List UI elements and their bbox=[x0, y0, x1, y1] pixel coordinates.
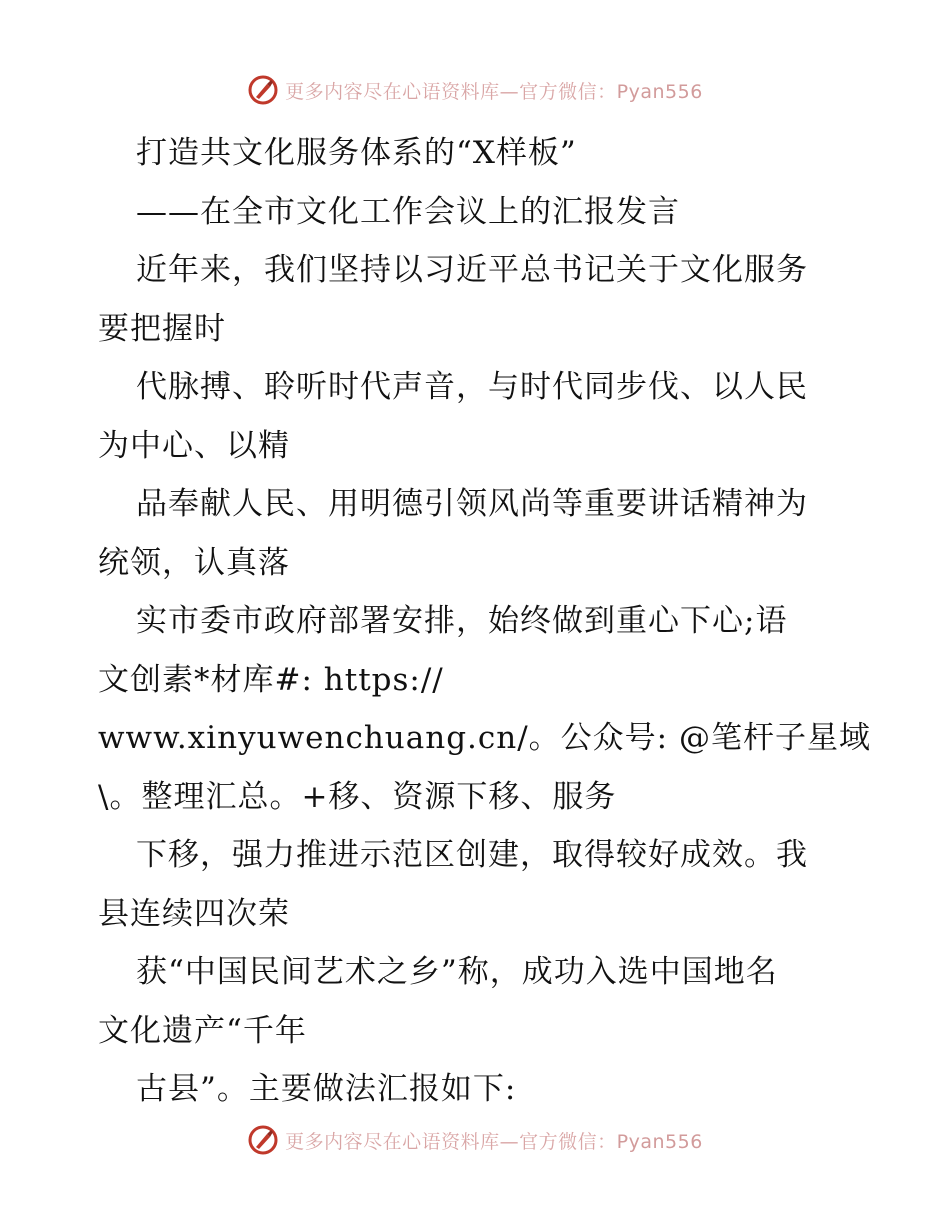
text-line: 统领，认真落 bbox=[98, 544, 290, 581]
pen-logo-icon bbox=[247, 1124, 279, 1156]
text-line: 近年来，我们坚持以习近平总书记关于文化服务 bbox=[136, 252, 808, 288]
text-line: 要把握时 bbox=[98, 310, 226, 347]
text-line: 代脉搏、聆听时代声音，与时代同步伐、以人民 bbox=[136, 369, 808, 405]
watermark-text bbox=[285, 1127, 703, 1154]
text-line: 品奉献人民、用明德引领风尚等重要讲话精神为 bbox=[136, 486, 808, 522]
text-line: 古县”。主要做法汇报如下: bbox=[136, 1071, 517, 1107]
text-line: 文化遗产“千年 bbox=[98, 1012, 307, 1049]
header-watermark bbox=[0, 70, 950, 110]
text-line: 文创素*材库#: https:// bbox=[98, 661, 444, 698]
watermark-wechat-id: Pyan556 bbox=[616, 80, 703, 103]
pen-logo-icon bbox=[247, 74, 279, 106]
watermark-group bbox=[247, 1124, 703, 1156]
watermark-main-text: 更多内容尽在心语资料库—官方微信： bbox=[285, 80, 617, 103]
text-line: 打造共文化服务体系的“X样板” bbox=[136, 135, 577, 171]
text-line: 实市委市政府部署安排，始终做到重心下心;语 bbox=[136, 603, 788, 639]
text-line: 县连续四次荣 bbox=[98, 895, 290, 932]
watermark-wechat-id: Pyan556 bbox=[616, 1130, 703, 1153]
text-line: \。整理汇总。+移、资源下移、服务 bbox=[98, 778, 617, 815]
document-body bbox=[98, 124, 878, 1119]
text-line: 为中心、以精 bbox=[98, 427, 290, 464]
text-line: 下移，强力推进示范区创建，取得较好成效。我 bbox=[136, 837, 808, 873]
text-line: 获“中国民间艺术之乡”称，成功入选中国地名 bbox=[136, 954, 778, 990]
footer-watermark bbox=[0, 1120, 950, 1160]
watermark-main-text: 更多内容尽在心语资料库—官方微信： bbox=[285, 1130, 617, 1153]
text-line: www.xinyuwenchuang.cn/。公众号: @笔杆子星域 bbox=[98, 720, 871, 756]
watermark-text bbox=[285, 77, 703, 104]
text-line: ——在全市文化工作会议上的汇报发言 bbox=[136, 193, 680, 230]
watermark-group bbox=[247, 74, 703, 106]
